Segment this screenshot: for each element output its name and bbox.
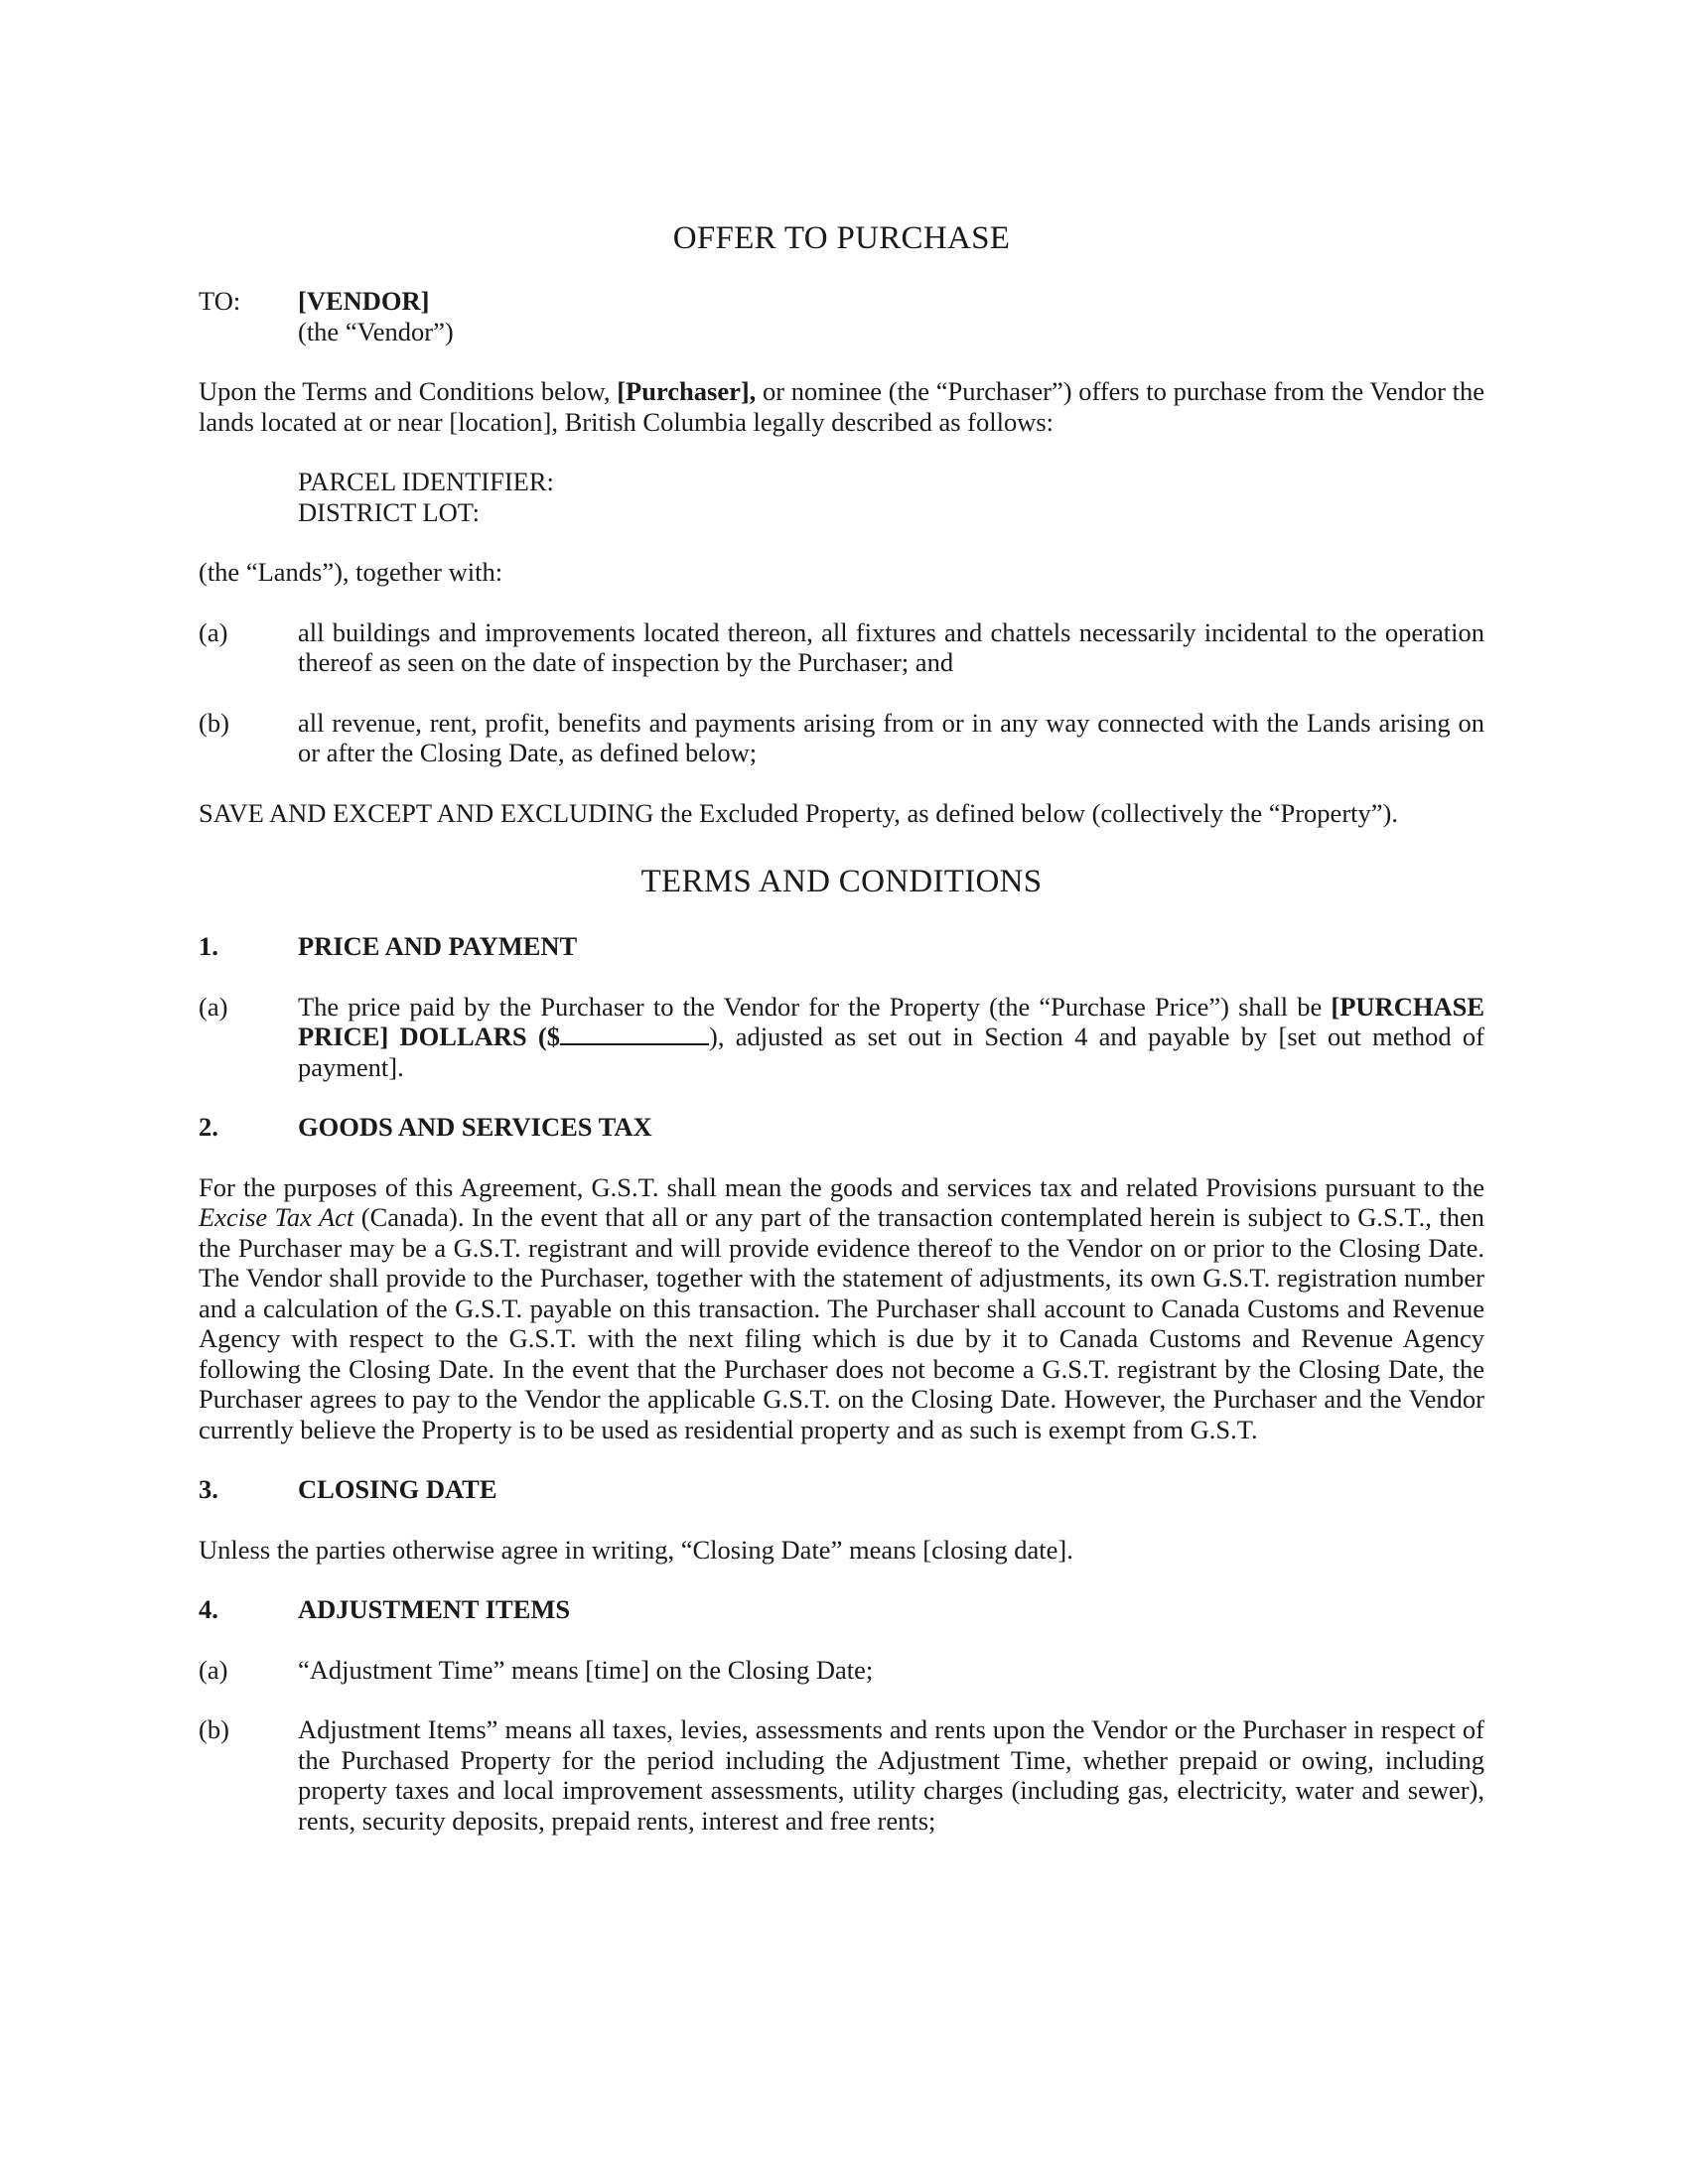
section-number: 4. bbox=[199, 1594, 218, 1624]
list-item bbox=[199, 708, 1484, 768]
intro-text-2: or nominee (the “Purchaser”) offers to purchase from the Vendor the lands located at or near [location], British Columbia legally described as follows: bbox=[199, 376, 1484, 437]
save-except-paragraph: SAVE AND EXCEPT AND EXCLUDING the Excluded Property, as defined below (collectively the “Property”). bbox=[199, 797, 1398, 828]
section-heading bbox=[199, 1112, 1484, 1143]
item-text: all buildings and improvements located thereon, all fixtures and chattels necessarily incidental to the operation thereof as seen on the date of inspection by the Purchaser; and bbox=[298, 616, 1484, 677]
price-text-1: The price paid by the Purchaser to the Vendor for the Property (the “Purchase Price”) shall be bbox=[298, 991, 1332, 1022]
section-heading bbox=[199, 1594, 1484, 1625]
item-text bbox=[298, 992, 1484, 1083]
parcel-identifier: PARCEL IDENTIFIER: bbox=[298, 467, 554, 496]
section-heading bbox=[199, 931, 1484, 962]
intro-text-1: Upon the Terms and Conditions below, bbox=[199, 376, 618, 406]
list-item bbox=[199, 992, 1484, 1083]
vendor-name: [VENDOR] bbox=[298, 286, 430, 316]
intro-paragraph bbox=[199, 376, 1484, 437]
legal-description bbox=[199, 467, 1484, 527]
item-number: (a) bbox=[199, 991, 228, 1022]
item-text: “Adjustment Time” means [time] on the Closing Date; bbox=[298, 1654, 874, 1685]
item-text: all revenue, rent, profit, benefits and payments arising from or in any way connected with the Lands arising on or after the Closing Date, as defined below; bbox=[298, 707, 1484, 767]
gst-paragraph bbox=[199, 1172, 1484, 1445]
section-number: 3. bbox=[199, 1474, 218, 1504]
vendor-definition: (the “Vendor”) bbox=[298, 316, 454, 346]
section-title: TERMS AND CONDITIONS bbox=[640, 864, 1043, 899]
addressee-block bbox=[199, 286, 1484, 346]
lands-together: (the “Lands”), together with: bbox=[199, 557, 503, 587]
section-heading-text: ADJUSTMENT ITEMS bbox=[298, 1594, 571, 1624]
item-number: (a) bbox=[199, 1654, 228, 1685]
to-label: TO: bbox=[199, 286, 241, 316]
document-body bbox=[199, 218, 1484, 1865]
item-number: (b) bbox=[199, 1714, 229, 1744]
section-heading-text: CLOSING DATE bbox=[298, 1474, 497, 1504]
item-number: (a) bbox=[199, 616, 228, 647]
list-item bbox=[199, 1655, 1484, 1686]
item-number: (b) bbox=[199, 707, 229, 738]
document-title: OFFER TO PURCHASE bbox=[672, 220, 1011, 256]
act-name: Excise Tax Act bbox=[199, 1202, 354, 1232]
section-number: 2. bbox=[199, 1112, 218, 1142]
district-lot: DISTRICT LOT: bbox=[298, 496, 480, 527]
list-item bbox=[199, 1714, 1484, 1836]
list-item bbox=[199, 617, 1484, 678]
item-text: Adjustment Items” means all taxes, levies, assessments and rents upon the Vendor or the Purchaser in respect of the Purchased Property for the period including the Adjustment Time, whether prepaid or owing, including property taxes and local improvement assessments, utility charges (including gas, electricity, water and sewer), rents, security deposits, prepaid rents, interest and free rents; bbox=[298, 1714, 1484, 1836]
purchase-price: [PURCHASE PRICE] DOLLARS ($ bbox=[298, 991, 1484, 1051]
price-text-2: ), adjusted as set out in Section 4 and payable by [set out method of payment]. bbox=[298, 1022, 1484, 1082]
section-heading bbox=[199, 1474, 1484, 1505]
section-heading-text: PRICE AND PAYMENT bbox=[298, 931, 578, 961]
closing-date-paragraph: Unless the parties otherwise agree in writing, “Closing Date” means [closing date]. bbox=[199, 1534, 1073, 1565]
gst-text-2: (Canada). In the event that all or any part of the transaction contemplated herein is subject to G.S.T., then the Purchaser may be a G.S.T. registrant and will provide evidence thereof to the Vendor on or prior to the Closing Date. The Vendor shall provide to the Purchaser, together with the statement of adjustments, its own G.S.T. registration number and a calculation of the G.S.T. payable on this transaction. The Purchaser shall account to Canada Customs and Revenue Agency with respect to the G.S.T. with the next filing which is due by it to Canada Customs and Revenue Agency following the Closing Date. In the event that the Purchaser does not become a G.S.T. registrant by the Closing Date, the Purchaser agrees to pay to the Vendor the applicable G.S.T. on the Closing Date. However, the Purchaser and the Vendor currently believe the Property is to be used as residential property and as such is exempt from G.S.T. bbox=[199, 1202, 1484, 1444]
purchaser-name: [Purchaser], bbox=[617, 376, 757, 406]
section-number: 1. bbox=[199, 931, 218, 961]
addressee bbox=[298, 286, 454, 346]
price-blank-line bbox=[560, 1022, 709, 1045]
section-heading-text: GOODS AND SERVICES TAX bbox=[298, 1112, 652, 1142]
gst-text-1: For the purposes of this Agreement, G.S.T. shall mean the goods and services tax and related Provisions pursuant to the bbox=[199, 1171, 1484, 1202]
